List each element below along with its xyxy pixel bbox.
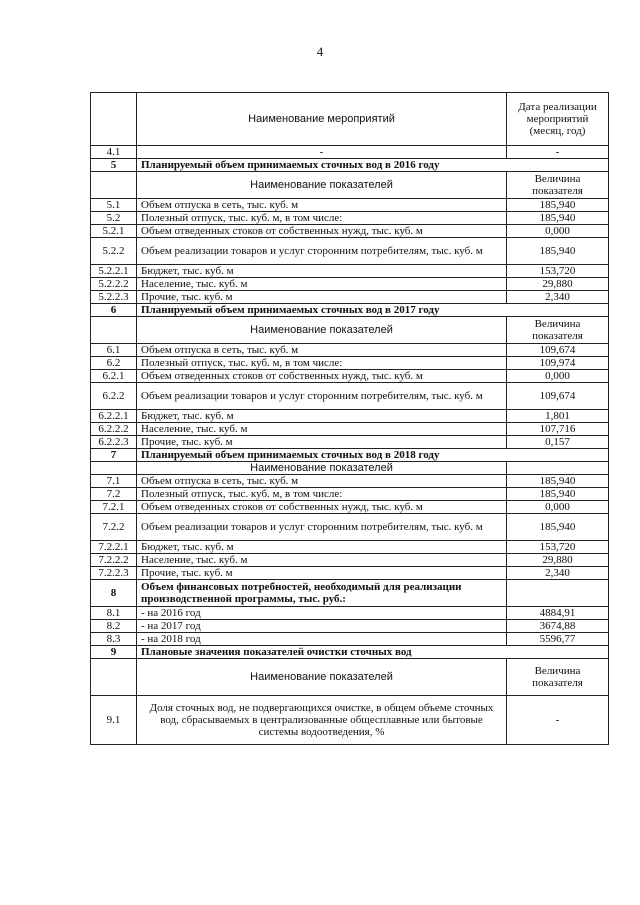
row-name: Объем отпуска в сеть, тыс. куб. м [137,199,507,212]
table-row [91,199,609,212]
row-name: Бюджет, тыс. куб. м [137,410,507,423]
row-value: 109,674 [507,383,609,410]
row-value: 153,720 [507,265,609,278]
row-name: Полезный отпуск, тыс. куб. м, в том числе: [137,488,507,501]
row-number: 7.2.2 [91,514,137,541]
table-row [91,514,609,541]
row-value: 0,157 [507,436,609,449]
header-name-cell: Наименование мероприятий [137,93,507,146]
row-number: 7.2.1 [91,501,137,514]
section-number: 9 [91,646,137,659]
page-number: 4 [316,44,324,59]
section-number: 8 [91,580,137,607]
row-name: Объем реализации товаров и услуг сторонним потребителям, тыс. куб. м [137,514,507,541]
row-value: - [507,146,609,159]
section-title: Плановые значения показателей очистки сточных вод [137,646,609,659]
table-row [91,541,609,554]
row-value: 109,974 [507,357,609,370]
section-row-7 [91,449,609,462]
row-name: Доля сточных вод, не подвергающихся очистке, в общем объеме сточных вод, сбрасываемых в централизованные общесплавные или бытовые системы водоотведения, % [137,696,507,745]
row-name: Объем реализации товаров и услуг сторонним потребителям, тыс. куб. м [137,238,507,265]
indicator-header-row [91,462,609,475]
row-number: 7.2.2.2 [91,554,137,567]
row-number: 7.2 [91,488,137,501]
row-number: 6.1 [91,344,137,357]
row-value: 5596,77 [507,633,609,646]
row-name: Полезный отпуск, тыс. куб. м, в том числе: [137,212,507,225]
table-row [91,225,609,238]
row-number: 9.1 [91,696,137,745]
indicator-header-value-blank [507,462,609,475]
table-row [91,633,609,646]
row-value: 185,940 [507,199,609,212]
table-row [91,554,609,567]
row-name: Объем отпуска в сеть, тыс. куб. м [137,475,507,488]
section-title: Планируемый объем принимаемых сточных вод в 2016 году [137,159,609,172]
row-value: 109,674 [507,344,609,357]
row-name: Население, тыс. куб. м [137,423,507,436]
table-row [91,278,609,291]
row-value: 0,000 [507,370,609,383]
row-number: 7.2.2.1 [91,541,137,554]
table-row [91,344,609,357]
table-row [91,238,609,265]
row-name: Бюджет, тыс. куб. м [137,541,507,554]
row-name: Полезный отпуск, тыс. куб. м, в том числе: [137,357,507,370]
section-number: 7 [91,449,137,462]
row-value: 2,340 [507,291,609,304]
row-number: 5.2.2 [91,238,137,265]
row-value: 185,940 [507,475,609,488]
table-row [91,696,609,745]
indicator-header-row [91,172,609,199]
table-row [91,488,609,501]
row-number: 6.2 [91,357,137,370]
row-name: Прочие, тыс. куб. м [137,436,507,449]
row-number: 5.2 [91,212,137,225]
row-value: - [507,696,609,745]
section-row-6 [91,304,609,317]
row-number: 5.2.2.3 [91,291,137,304]
table-row [91,607,609,620]
row-number: 6.2.1 [91,370,137,383]
row-value: 4884,91 [507,607,609,620]
table-row [91,423,609,436]
row-name: Прочие, тыс. куб. м [137,291,507,304]
indicator-header-row [91,317,609,344]
table-row [91,357,609,370]
indicator-header-name: Наименование показателей [137,317,507,344]
row-number: 6.2.2.3 [91,436,137,449]
section-row-8 [91,580,609,607]
indicator-header-value: Величина показателя [507,659,609,696]
table-row [91,501,609,514]
row-value: 153,720 [507,541,609,554]
row-name: Объем отпуска в сеть, тыс. куб. м [137,344,507,357]
table-row [91,291,609,304]
table-row [91,567,609,580]
section-number: 6 [91,304,137,317]
row-name: Население, тыс. куб. м [137,278,507,291]
row-number: 8.3 [91,633,137,646]
indicator-header-name: Наименование показателей [137,462,507,475]
row-name: Объем отведенных стоков от собственных нужд, тыс. куб. м [137,225,507,238]
row-name: Объем отведенных стоков от собственных нужд, тыс. куб. м [137,501,507,514]
indicator-header-name: Наименование показателей [137,659,507,696]
row-name: Объем отведенных стоков от собственных нужд, тыс. куб. м [137,370,507,383]
table-row [91,475,609,488]
row-value: 29,880 [507,554,609,567]
row-number: 6.2.2.2 [91,423,137,436]
section-row-9 [91,646,609,659]
row-number: 5.1 [91,199,137,212]
indicator-header-value: Величина показателя [507,172,609,199]
section-title: Планируемый объем принимаемых сточных вод в 2017 году [137,304,609,317]
row-number: 5.2.2.1 [91,265,137,278]
row-name: Объем реализации товаров и услуг сторонним потребителям, тыс. куб. м [137,383,507,410]
table-row [91,146,609,159]
section-blank-cell [507,580,609,607]
row-number: 6.2.2 [91,383,137,410]
row-name: - на 2017 год [137,620,507,633]
row-number: 6.2.2.1 [91,410,137,423]
row-value: 185,940 [507,488,609,501]
row-value: 185,940 [507,238,609,265]
row-number: 8.1 [91,607,137,620]
row-name: Население, тыс. куб. м [137,554,507,567]
indicator-header-value: Величина показателя [507,317,609,344]
indicator-header-blank [91,317,137,344]
indicator-header-blank [91,659,137,696]
table-row [91,383,609,410]
table-row [91,410,609,423]
indicator-header-blank [91,172,137,199]
row-number: 5.2.2.2 [91,278,137,291]
table-row [91,436,609,449]
row-name: Прочие, тыс. куб. м [137,567,507,580]
table-row [91,265,609,278]
table-row [91,620,609,633]
row-name: - на 2018 год [137,633,507,646]
row-number: 7.1 [91,475,137,488]
row-name: - [137,146,507,159]
indicator-header-blank [91,462,137,475]
row-number: 8.2 [91,620,137,633]
section-title: Планируемый объем принимаемых сточных вод в 2018 году [137,449,609,462]
row-name: - на 2016 год [137,607,507,620]
header-date-cell: Дата реализации мероприятий (месяц, год) [507,93,609,146]
table-row [91,212,609,225]
table-row [91,370,609,383]
program-table [90,92,609,745]
table-header-row [91,93,609,146]
section-title: Объем финансовых потребностей, необходимый для реализации производственной программы, тыс. руб.: [137,580,507,607]
row-number: 4.1 [91,146,137,159]
row-number: 5.2.1 [91,225,137,238]
row-value: 185,940 [507,514,609,541]
row-value: 0,000 [507,501,609,514]
row-value: 0,000 [507,225,609,238]
row-value: 185,940 [507,212,609,225]
indicator-header-row [91,659,609,696]
row-number: 7.2.2.3 [91,567,137,580]
section-row-5 [91,159,609,172]
row-value: 3674,88 [507,620,609,633]
header-number-cell [91,93,137,146]
indicator-header-name: Наименование показателей [137,172,507,199]
row-name: Бюджет, тыс. куб. м [137,265,507,278]
section-number: 5 [91,159,137,172]
row-value: 29,880 [507,278,609,291]
row-value: 107,716 [507,423,609,436]
row-value: 2,340 [507,567,609,580]
row-value: 1,801 [507,410,609,423]
